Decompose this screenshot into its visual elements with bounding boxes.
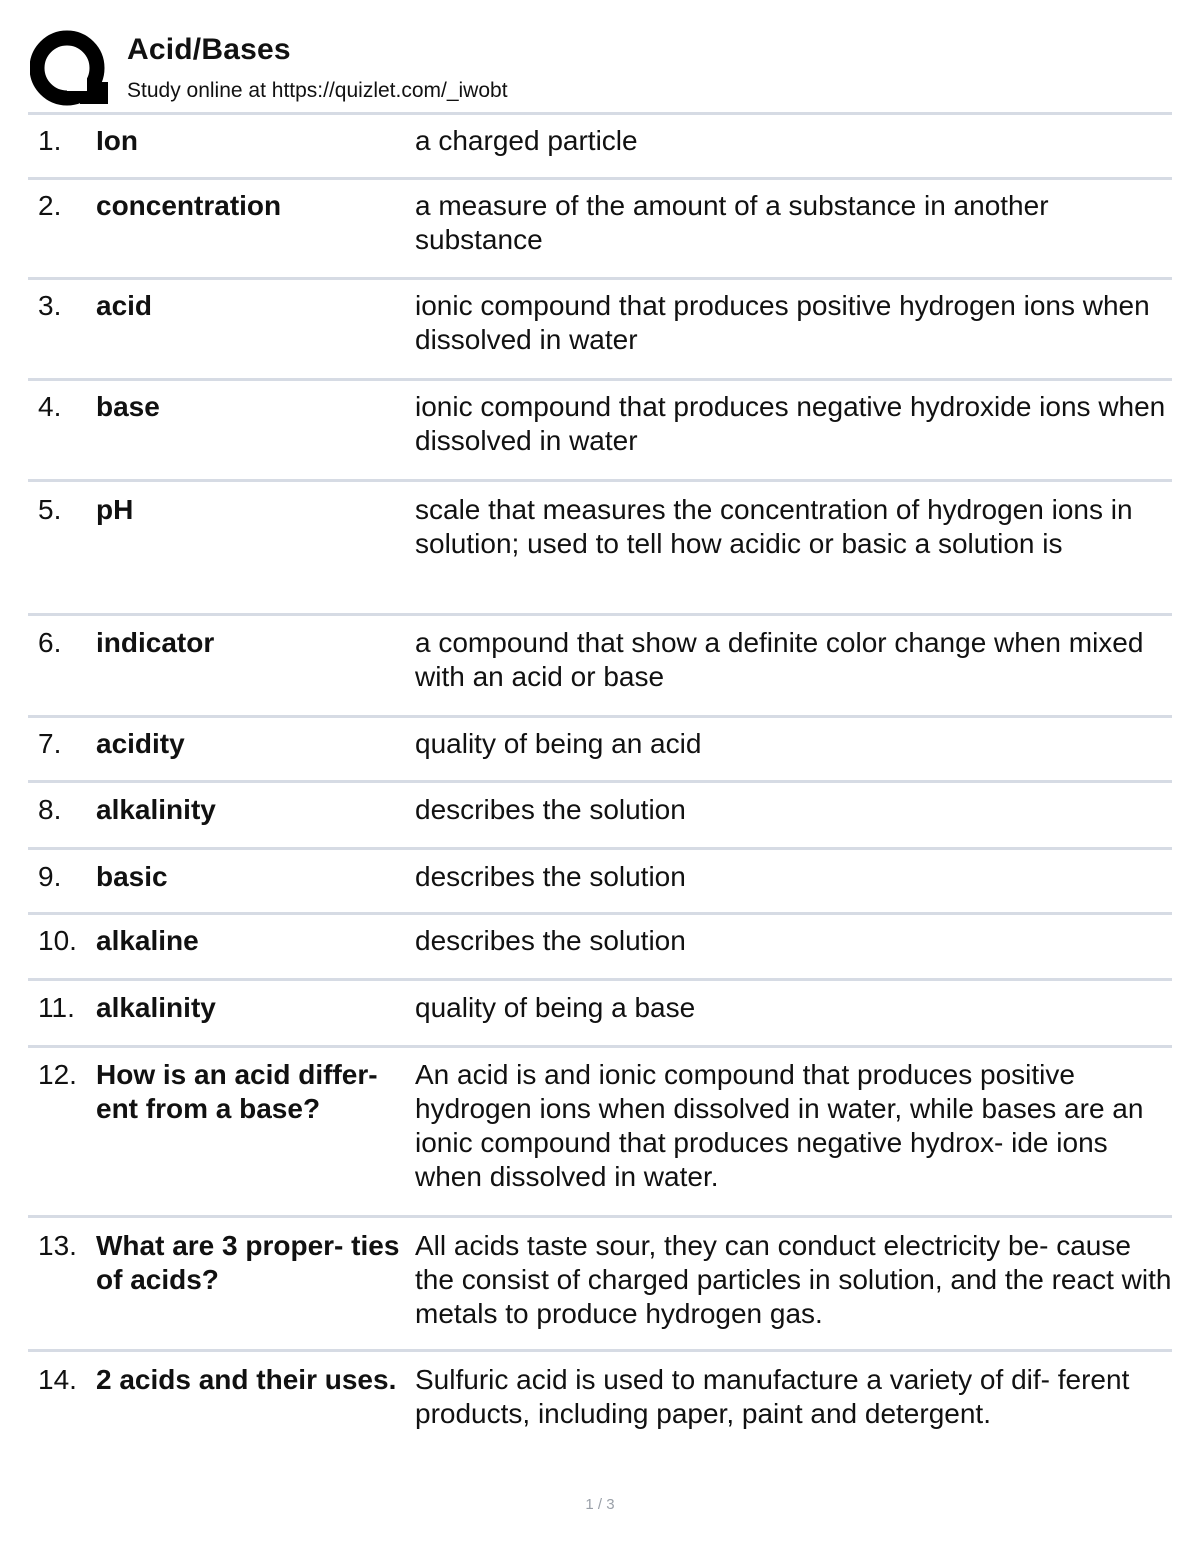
flashcard-list	[28, 115, 1172, 1452]
card-definition: Sulfuric acid is used to manufacture a variety of dif- ferent products, including paper, paint and detergent.	[415, 1364, 1130, 1429]
card-number: 14.	[38, 1364, 77, 1395]
card-number: 9.	[38, 861, 62, 892]
card-term: Ion	[96, 125, 138, 156]
card-number: 3.	[38, 290, 62, 321]
card-number: 5.	[38, 494, 62, 525]
flashcard-row	[28, 981, 1172, 1048]
flashcard-row	[28, 482, 1172, 616]
quizlet-q-logo-icon	[30, 30, 110, 108]
card-definition: describes the solution	[415, 794, 686, 825]
card-definition: a compound that show a definite color change when mixed with an acid or base	[415, 627, 1144, 692]
card-term: indicator	[96, 627, 215, 658]
flashcard-row	[28, 850, 1172, 915]
flashcard-row	[28, 783, 1172, 850]
card-term: acidity	[96, 728, 185, 759]
card-definition: describes the solution	[415, 925, 686, 956]
flashcard-row	[28, 280, 1172, 381]
card-number: 12.	[38, 1059, 77, 1090]
card-number: 6.	[38, 627, 62, 658]
study-online-link[interactable]: Study online at https://quizlet.com/_iwobt	[127, 79, 508, 102]
flashcard-row	[28, 616, 1172, 718]
flashcard-row	[28, 1048, 1172, 1218]
card-definition: describes the solution	[415, 861, 686, 892]
card-term: basic	[96, 861, 168, 892]
card-term: alkaline	[96, 925, 199, 956]
card-definition: a charged particle	[415, 125, 638, 156]
flashcard-row	[28, 115, 1172, 180]
card-term: alkalinity	[96, 992, 216, 1023]
flashcard-row	[28, 915, 1172, 981]
card-term: pH	[96, 494, 134, 525]
flashcard-row	[28, 718, 1172, 783]
card-definition: a measure of the amount of a substance in another substance	[415, 190, 1049, 255]
card-definition: An acid is and ionic compound that produces positive hydrogen ions when dissolved in water, while bases are an ionic compound that produces negative hydrox- ide ions when dissolved in water.	[415, 1059, 1144, 1192]
card-number: 1.	[38, 125, 62, 156]
card-definition: scale that measures the concentration of hydrogen ions in solution; used to tell how acidic or basic a solution is	[415, 494, 1133, 559]
flashcard-row	[28, 381, 1172, 482]
card-term: concentration	[96, 190, 282, 221]
card-definition: All acids taste sour, they can conduct electricity be- cause the consist of charged particles in solution, and the react with metals to produce hydrogen gas.	[415, 1230, 1172, 1329]
page-number: 1 / 3	[585, 1496, 615, 1513]
document-title: Acid/Bases	[127, 33, 291, 66]
document-header	[30, 30, 1172, 112]
card-definition: ionic compound that produces negative hydroxide ions when dissolved in water	[415, 391, 1166, 456]
card-definition: ionic compound that produces positive hydrogen ions when dissolved in water	[415, 290, 1150, 355]
card-number: 7.	[38, 728, 62, 759]
card-number: 13.	[38, 1230, 77, 1261]
card-term: 2 acids and their uses.	[96, 1364, 397, 1395]
flashcard-row	[28, 1218, 1172, 1352]
card-term: acid	[96, 290, 153, 321]
flashcard-row	[28, 180, 1172, 280]
card-definition: quality of being an acid	[415, 728, 702, 759]
card-term: How is an acid differ- ent from a base?	[96, 1059, 378, 1124]
card-term: base	[96, 391, 160, 422]
card-definition: quality of being a base	[415, 992, 696, 1023]
card-number: 4.	[38, 391, 62, 422]
card-number: 2.	[38, 190, 62, 221]
card-number: 8.	[38, 794, 62, 825]
card-term: What are 3 proper- ties of acids?	[96, 1230, 400, 1295]
card-number: 10.	[38, 925, 77, 956]
card-term: alkalinity	[96, 794, 216, 825]
flashcard-row	[28, 1352, 1172, 1452]
card-number: 11.	[38, 992, 75, 1023]
